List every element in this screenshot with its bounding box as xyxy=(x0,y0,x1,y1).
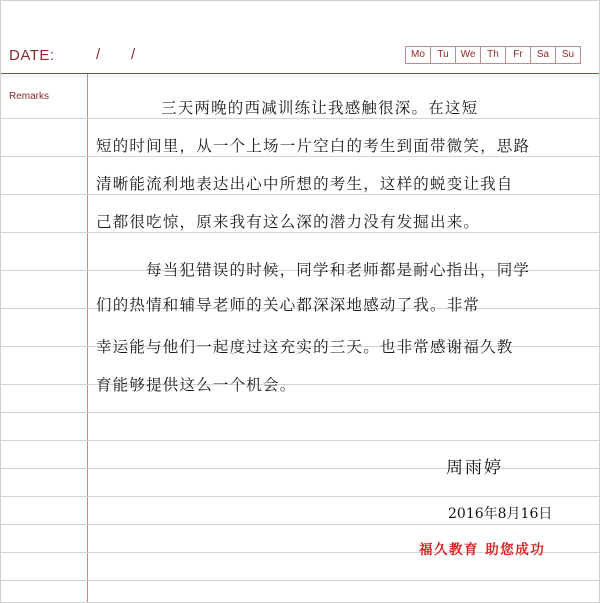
ruled-line xyxy=(1,496,599,497)
date-separator-2: / xyxy=(131,46,136,63)
date-separator-1: / xyxy=(96,46,101,63)
ruled-line xyxy=(1,384,599,385)
signature-name: 周雨婷 xyxy=(446,458,503,478)
header-rule xyxy=(1,73,599,74)
ruled-line xyxy=(1,468,599,469)
weekday-fr: Fr xyxy=(505,46,531,64)
weekday-tu: Tu xyxy=(430,46,456,64)
remarks-label: Remarks xyxy=(9,91,50,102)
handwritten-line: 育能够提供这么一个机会。 xyxy=(96,376,297,394)
weekday-sa: Sa xyxy=(530,46,556,64)
ruled-line xyxy=(1,412,599,413)
weekday-boxes xyxy=(406,46,581,64)
handwritten-line: 幸运能与他们一起度过这充实的三天。也非常感谢福久教 xyxy=(96,338,514,356)
ruled-line xyxy=(1,440,599,441)
slogan-stamp: 福久教育 助您成功 xyxy=(419,542,546,558)
date-label: DATE: xyxy=(9,47,55,64)
ruled-line xyxy=(1,118,599,119)
weekday-mo: Mo xyxy=(405,46,431,64)
handwritten-line: 们的热情和辅导老师的关心都深深地感动了我。非常 xyxy=(96,296,481,314)
ruled-line xyxy=(1,524,599,525)
handwritten-line: 每当犯错误的时候，同学和老师都是耐心指出，同学 xyxy=(146,261,531,279)
handwritten-line: 己都很吃惊，原来我有这么深的潜力没有发掘出来。 xyxy=(96,213,481,231)
handwritten-line: 清晰能流利地表达出心中所想的考生，这样的蜕变让我自 xyxy=(96,175,514,193)
ruled-line xyxy=(1,156,599,157)
ruled-line xyxy=(1,580,599,581)
weekday-th: Th xyxy=(480,46,506,64)
ruled-line xyxy=(1,194,599,195)
weekday-su: Su xyxy=(555,46,581,64)
ruled-line xyxy=(1,232,599,233)
weekday-we: We xyxy=(455,46,481,64)
margin-rule xyxy=(87,74,88,602)
handwritten-line: 短的时间里，从一个上场一片空白的考生到面带微笑，思路 xyxy=(96,137,531,155)
signature-date: 2016年8月16日 xyxy=(448,506,553,522)
handwritten-line: 三天两晚的西减训练让我感触很深。在这短 xyxy=(161,99,479,117)
